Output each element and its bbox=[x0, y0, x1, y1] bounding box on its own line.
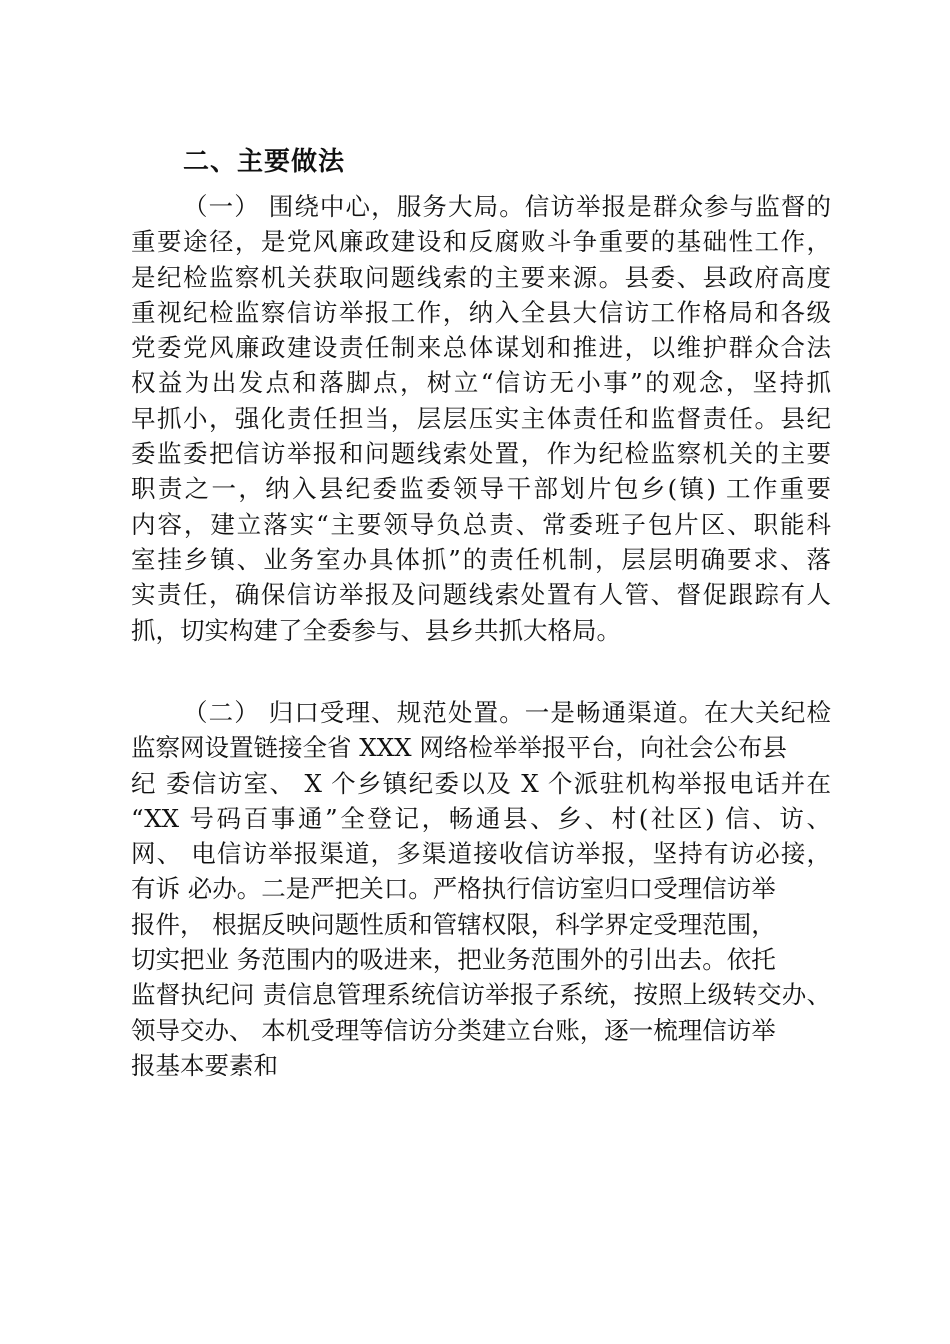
paragraph-line: 实责任，确保信访举报及问题线索处置有人管、督促跟踪有人 bbox=[131, 580, 831, 610]
paragraph-line: 切实把业 务范围内的吸进来，把业务范围外的引出去。依托 bbox=[131, 945, 776, 975]
paragraph-line: 纪 委信访室、 X 个乡镇纪委以及 X 个派驻机构举报电话并在 bbox=[131, 768, 831, 798]
paragraph-line: （一） 围绕中心，服务大局。信访举报是群众参与监督的 bbox=[183, 192, 831, 221]
paragraph-1 bbox=[131, 189, 831, 648]
paragraph-2 bbox=[131, 695, 831, 1083]
paragraph-line: 报基本要素和 bbox=[131, 1050, 278, 1080]
paragraph-line: 监督执纪问 责信息管理系统信访举报子系统，按照上级转交办、 bbox=[131, 980, 831, 1010]
paragraph-line: 监察网设置链接全省 XXX 网络检举举报平台，向社会公布县 bbox=[131, 733, 787, 763]
paragraph-line: 报件， 根据反映问题性质和管辖权限，科学界定受理范围， bbox=[131, 909, 776, 939]
paragraph-line: 重要途径，是党风廉政建设和反腐败斗争重要的基础性工作， bbox=[131, 227, 831, 257]
paragraph-line: 是纪检监察机关获取问题线索的主要来源。县委、县政府高度 bbox=[131, 262, 831, 292]
paragraph-line: 重视纪检监察信访举报工作，纳入全县大信访工作格局和各级 bbox=[131, 297, 831, 327]
paragraph-line: 党委党风廉政建设责任制来总体谋划和推进，以维护群众合法 bbox=[131, 333, 831, 363]
paragraph-line: 网、 电信访举报渠道，多渠道接收信访举报，坚持有访必接， bbox=[131, 839, 831, 869]
section-heading: 二、主要做法 bbox=[183, 147, 346, 177]
paragraph-line: 领导交办、 本机受理等信访分类建立台账，逐一梳理信访举 bbox=[131, 1015, 776, 1045]
paragraph-line: 职责之一，纳入县纪委监委领导干部划片包乡(镇) 工作重要 bbox=[131, 474, 831, 504]
paragraph-line: 权益为出发点和落脚点，树立“信访无小事”的观念，坚持抓 bbox=[131, 368, 831, 398]
paragraph-line: 委监委把信访举报和问题线索处置，作为纪检监察机关的主要 bbox=[131, 439, 831, 469]
paragraph-line: 抓，切实构建了全委参与、县乡共抓大格局。 bbox=[131, 615, 621, 645]
paragraph-line: 室挂乡镇、业务室办具体抓”的责任机制，层层明确要求、落 bbox=[131, 544, 831, 574]
paragraph-line: “XX 号码百事通”全登记，畅通县、乡、村(社区) 信、访、 bbox=[131, 803, 831, 833]
paragraph-line: 有诉 必办。二是严把关口。严格执行信访室归口受理信访举 bbox=[131, 874, 776, 904]
paragraph-line: 早抓小，强化责任担当，层层压实主体责任和监督责任。县纪 bbox=[131, 403, 831, 433]
paragraph-line: （二） 归口受理、规范处置。一是畅通渠道。在大关纪检 bbox=[183, 698, 831, 727]
paragraph-line: 内容，建立落实“主要领导负总责、常委班子包片区、职能科 bbox=[131, 509, 831, 539]
